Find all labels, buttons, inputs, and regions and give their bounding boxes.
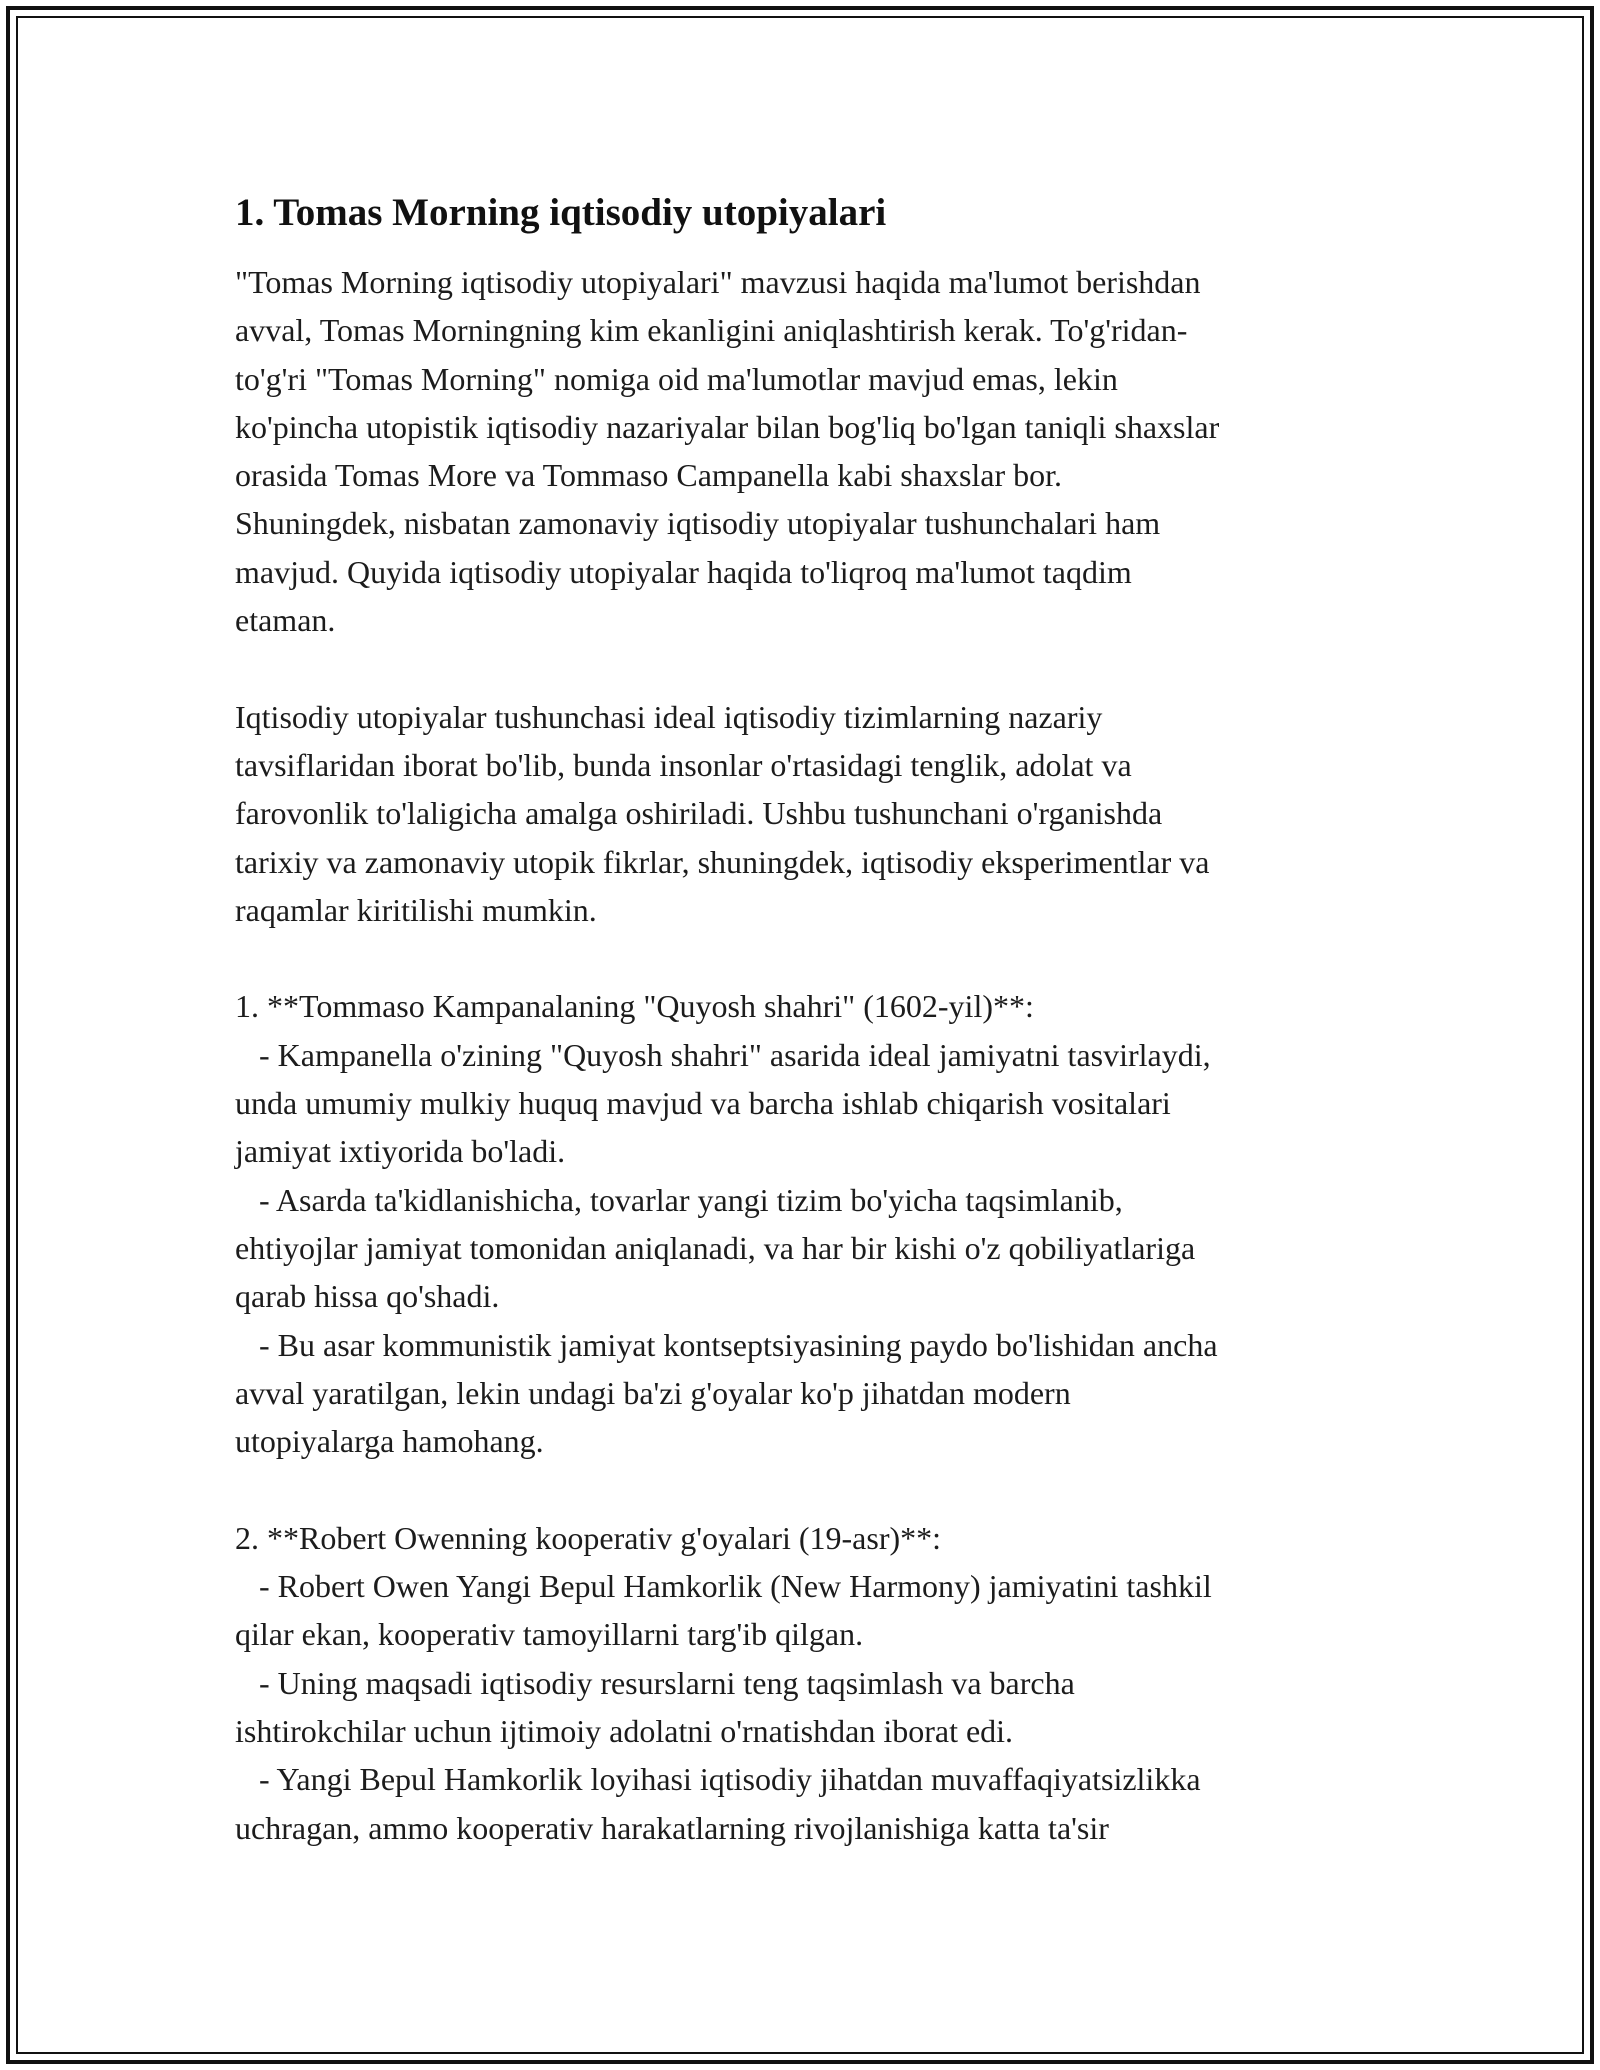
text-line: - Asarda ta'kidlanishicha, tovarlar yangi tizim bo'yicha taqsimlanib, <box>235 1181 1123 1218</box>
text-line: tarixiy va zamonaviy utopik fikrlar, shuningdek, iqtisodiy eksperimentlar va <box>235 843 1210 880</box>
text-line: ishtirokchilar uchun ijtimoiy adolatni o'rnatishdan iborat edi. <box>235 1712 1014 1749</box>
text-line: tavsiflaridan iborat bo'lib, bunda insonlar o'rtasidagi tenglik, adolat va <box>235 746 1132 783</box>
text-line: avval yaratilgan, lekin undagi ba'zi g'oyalar ko'p jihatdan modern <box>235 1374 1071 1411</box>
text-line: etaman. <box>235 602 336 639</box>
text-line: Shuningdek, nisbatan zamonaviy iqtisodiy utopiyalar tushunchalari ham <box>235 505 1161 542</box>
text-line: utopiyalarga hamohang. <box>235 1423 544 1460</box>
text-line: - Yangi Bepul Hamkorlik loyihasi iqtisodiy jihatdan muvaffaqiyatsizlikka <box>235 1761 1201 1798</box>
paragraph-gap <box>235 1465 1375 1513</box>
text-line: 1. **Tommaso Kampanalaning "Quyosh shahri" (1602-yil)**: <box>235 988 1034 1025</box>
text-line: farovonlik to'laligicha amalga oshiriladi. Ushbu tushunchani o'rganishda <box>235 795 1163 832</box>
text-line: avval, Tomas Morningning kim ekanligini aniqlashtirish kerak. To'g'ridan- <box>235 312 1188 349</box>
text-line: - Uning maqsadi iqtisodiy resurslarni teng taqsimlash va barcha <box>235 1664 1075 1701</box>
text-line: qilar ekan, kooperativ tamoyillarni targ'ib qilgan. <box>235 1616 864 1653</box>
text-line: ko'pincha utopistik iqtisodiy nazariyalar bilan bog'liq bo'lgan taniqli shaxslar <box>235 408 1220 445</box>
body-text <box>235 258 1375 1852</box>
text-line: "Tomas Morning iqtisodiy utopiyalari" mavzusi haqida ma'lumot berishdan <box>235 264 1201 300</box>
text-line: orasida Tomas More va Tommaso Campanella kabi shaxslar bor. <box>235 457 1063 494</box>
text-line: qarab hissa qo'shadi. <box>235 1278 500 1315</box>
paragraph-gap <box>235 644 1375 692</box>
text-line: ehtiyojlar jamiyat tomonidan aniqlanadi, va har bir kishi o'z qobiliyatlariga <box>235 1229 1196 1266</box>
text-line: to'g'ri "Tomas Morning" nomiga oid ma'lumotlar mavjud emas, lekin <box>235 360 1118 397</box>
text-line: - Robert Owen Yangi Bepul Hamkorlik (New Harmony) jamiyatini tashkil <box>235 1568 1212 1605</box>
section-heading: 1. Tomas Morning iqtisodiy utopiyalari <box>235 191 887 234</box>
text-line: uchragan, ammo kooperativ harakatlarning rivojlanishiga katta ta'sir <box>235 1809 1109 1846</box>
paragraph-gap <box>235 934 1375 982</box>
text-line: jamiyat ixtiyorida bo'ladi. <box>235 1133 566 1170</box>
document-body <box>235 188 1375 1852</box>
text-line: raqamlar kiritilishi mumkin. <box>235 891 597 928</box>
text-line: Iqtisodiy utopiyalar tushunchasi ideal iqtisodiy tizimlarning nazariy <box>235 698 1103 735</box>
text-line: mavjud. Quyida iqtisodiy utopiyalar haqida to'liqroq ma'lumot taqdim <box>235 553 1132 590</box>
text-line: - Kampanella o'zining "Quyosh shahri" asarida ideal jamiyatni tasvirlaydi, <box>235 1036 1211 1073</box>
text-line: 2. **Robert Owenning kooperativ g'oyalari (19-asr)**: <box>235 1519 942 1556</box>
text-line: unda umumiy mulkiy huquq mavjud va barcha ishlab chiqarish vositalari <box>235 1085 1171 1122</box>
text-line: - Bu asar kommunistik jamiyat kontseptsiyasining paydo bo'lishidan ancha <box>235 1326 1218 1363</box>
